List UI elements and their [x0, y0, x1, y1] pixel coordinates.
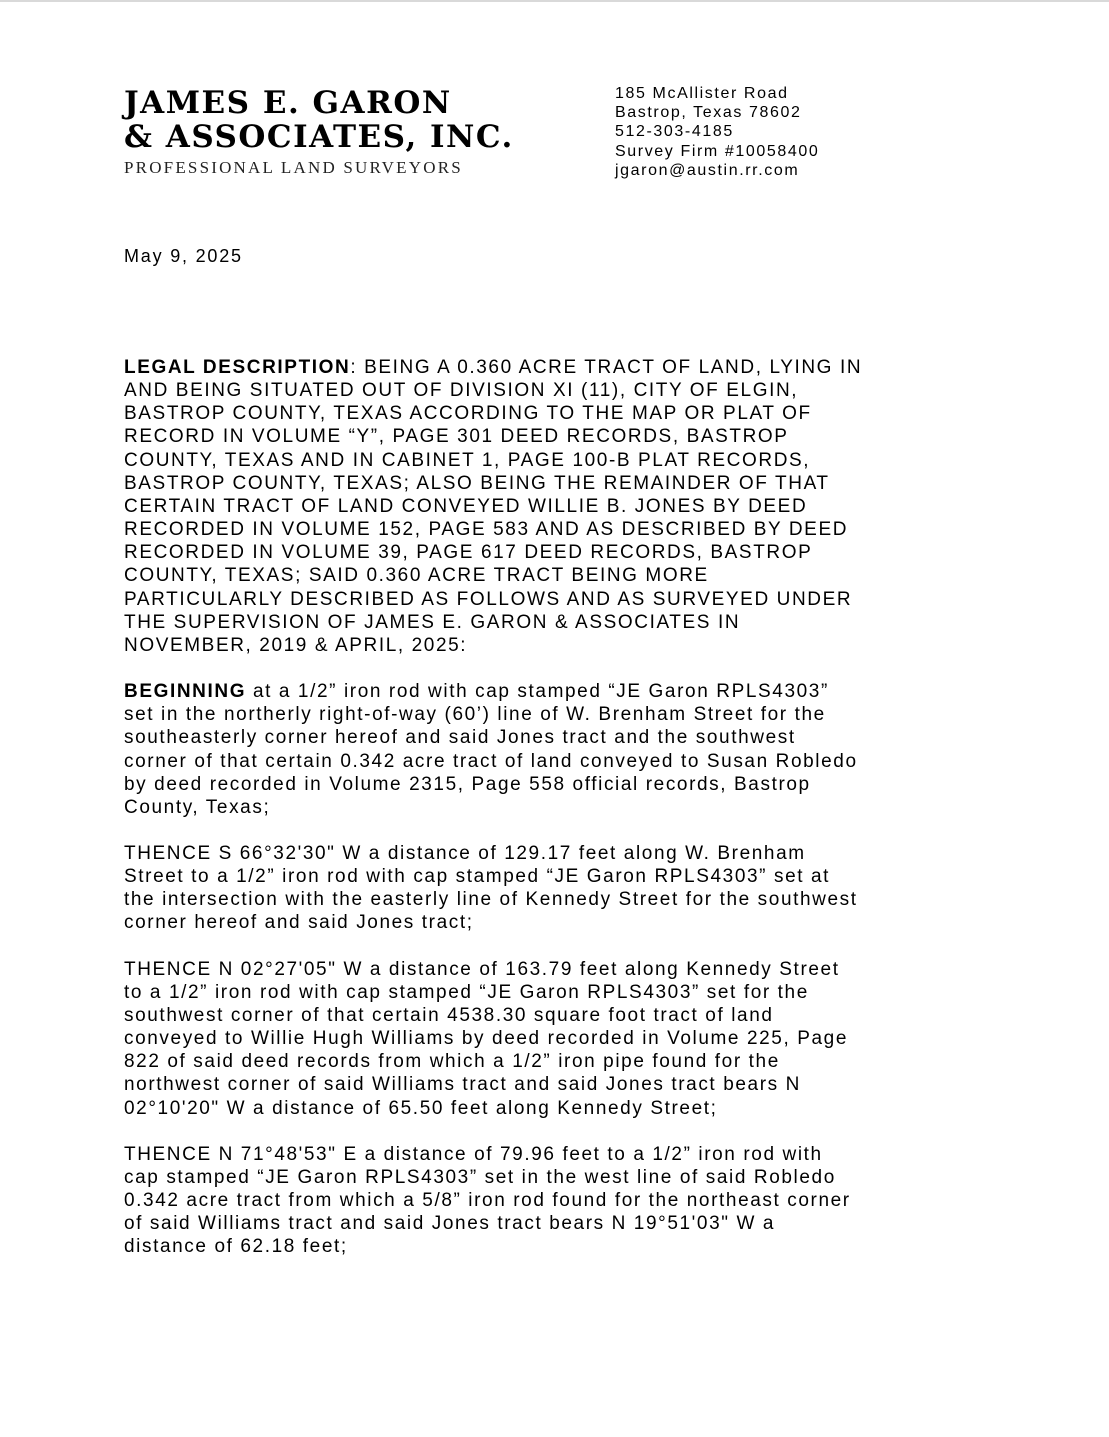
firm-number: Survey Firm #10058400: [615, 142, 820, 160]
paragraph-text: THENCE N 02°27'05" W a distance of 163.79 feet along Kennedy Street to a 1/2” iron rod with cap stamped “JE Garon RPLS4303” set for the southwest corner of that certain 4538.30 square foot tract of land conveyed to Willie Hugh Williams by deed recorded in Volume 225, Page 822 of said deed records from which a 1/2” iron pipe found for the northwest corner of said Williams tract and said Jones tract bears N 02°10'20" W a distance of 65.50 feet along Kennedy Street;: [124, 958, 849, 1119]
paragraph-lead: LEGAL DESCRIPTION: [124, 357, 351, 378]
address-line1: 185 McAllister Road: [615, 85, 789, 102]
paragraph-text: THENCE S 66°32'30" W a distance of 129.17 feet along W. Brenham Street to a 1/2” iron rod with cap stamped “JE Garon RPLS4303” set at the intersection with the easterly line of Kennedy Street for the southwest corner hereof and said Jones tract;: [124, 842, 858, 934]
address-line2: Bastrop, Texas 78602: [615, 104, 802, 122]
paragraph-legal-description: [124, 356, 994, 657]
paragraph-text: : BEING A 0.360 ACRE TRACT OF LAND, LYING IN AND BEING SITUATED OUT OF DIVISION XI (11), CITY OF ELGIN, BASTROP COUNTY, TEXAS ACCORDING TO THE MAP OR PLAT OF RECORD IN VOLUME “Y”, PAGE 301 DEED RECORDS, BASTROP COUNTY, TEXAS AND IN CABINET 1, PAGE 100-B PLAT RECORDS, BASTROP COUNTY, TEXAS; ALSO BEING THE REMAINDER OF THAT CERTAIN TRACT OF LAND CONVEYED WILLIE B. JONES BY DEED RECORDED IN VOLUME 152, PAGE 583 AND AS DESCRIBED BY DEED RECORDED IN VOLUME 39, PAGE 617 DEED RECORDS, BASTROP COUNTY, TEXAS; SAID 0.360 ACRE TRACT BEING MORE PARTICULARLY DESCRIBED AS FOLLOWS AND AS SURVEYED UNDER THE SUPERVISION OF JAMES E. GARON & ASSOCIATES IN NOVEMBER, 2019 & APRIL, 2025:: [124, 357, 863, 656]
page-top-border: [0, 0, 1109, 2]
paragraph-thence-3: [124, 1143, 994, 1259]
firm-subtitle: PROFESSIONAL LAND SURVEYORS: [124, 158, 463, 177]
contact-block: [615, 84, 819, 180]
paragraph-text: THENCE N 71°48'53" E a distance of 79.96 feet to a 1/2” iron rod with cap stamped “JE Garon RPLS4303” set in the west line of said Robledo 0.342 acre tract from which a 5/8” iron rod found for the northeast corner of said Williams tract and said Jones tract bears N 19°51'03" W a distance of 62.18 feet;: [124, 1143, 851, 1258]
legal-description-body: [124, 356, 994, 1281]
letterhead: [124, 86, 514, 178]
paragraph-lead: BEGINNING: [124, 681, 247, 703]
paragraph-beginning: [124, 680, 994, 819]
email-address[interactable]: jgaron@austin.rr.com: [615, 161, 800, 179]
letter-date: May 9, 2025: [124, 246, 243, 266]
phone-number: 512-303-4185: [615, 123, 734, 141]
paragraph-text: at a 1/2” iron rod with cap stamped “JE Garon RPLS4303” set in the northerly right-of-way (60’) line of W. Brenham Street for the southeasterly corner hereof and said Jones tract and the southwest corner of that certain 0.342 acre tract of land conveyed to Susan Robledo by deed recorded in Volume 2315, Page 558 official records, Bastrop County, Texas;: [124, 681, 858, 818]
firm-name-line1: JAMES E. GARON: [124, 85, 452, 121]
paragraph-thence-1: [124, 842, 994, 935]
paragraph-thence-2: [124, 958, 994, 1120]
firm-name-line2: & ASSOCIATES, INC.: [124, 119, 514, 155]
